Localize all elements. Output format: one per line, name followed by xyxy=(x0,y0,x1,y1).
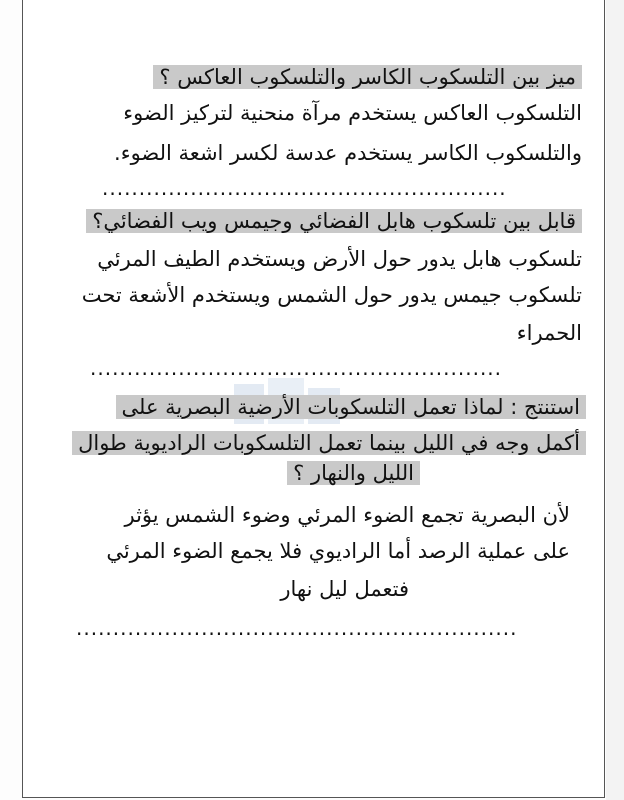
answer-2-line-3: الحمراء xyxy=(516,321,582,345)
question-3-line-3-highlight: الليل والنهار ؟ xyxy=(287,461,420,485)
separator-3: ............................................................ xyxy=(76,616,518,640)
question-3-line-1 xyxy=(116,392,587,422)
question-3-line-2 xyxy=(72,428,586,458)
question-3-line-2-highlight: أكمل وجه في الليل بينما تعمل التلسكوبات الراديوية طوال xyxy=(72,431,586,455)
question-1 xyxy=(153,62,582,92)
answer-1-line-1: التلسكوب العاكس يستخدم مرآة منحنية لتركيز الضوء xyxy=(123,101,582,125)
question-2-highlight: قابل بين تلسكوب هابل الفضائي وجيمس ويب الفضائي؟ xyxy=(86,209,582,233)
answer-3-line-3: فتعمل ليل نهار xyxy=(280,577,409,601)
answer-2-line-2: تلسكوب جيمس يدور حول الشمس ويستخدم الأشعة تحت xyxy=(81,283,582,307)
separator-2: ........................................................ xyxy=(90,356,503,380)
question-3-line-1-highlight: استنتج : لماذا تعمل التلسكوبات الأرضية البصرية على xyxy=(116,395,587,419)
answer-1-line-2: والتلسكوب الكاسر يستخدم عدسة لكسر اشعة الضوء. xyxy=(114,141,582,165)
page-edge-strip xyxy=(606,0,624,800)
question-1-highlight: ميز بين التلسكوب الكاسر والتلسكوب العاكس ؟ xyxy=(153,65,582,89)
answer-3-line-2: على عملية الرصد أما الراديوي فلا يجمع الضوء المرئي xyxy=(106,539,570,563)
separator-1: ....................................................... xyxy=(102,176,507,200)
answer-2-line-1: تلسكوب هابل يدور حول الأرض ويستخدم الطيف المرئي xyxy=(97,247,582,271)
question-2 xyxy=(86,206,582,236)
question-3-line-3 xyxy=(287,458,420,488)
answer-3-line-1: لأن البصرية تجمع الضوء المرئي وضوء الشمس يؤثر xyxy=(124,503,570,527)
